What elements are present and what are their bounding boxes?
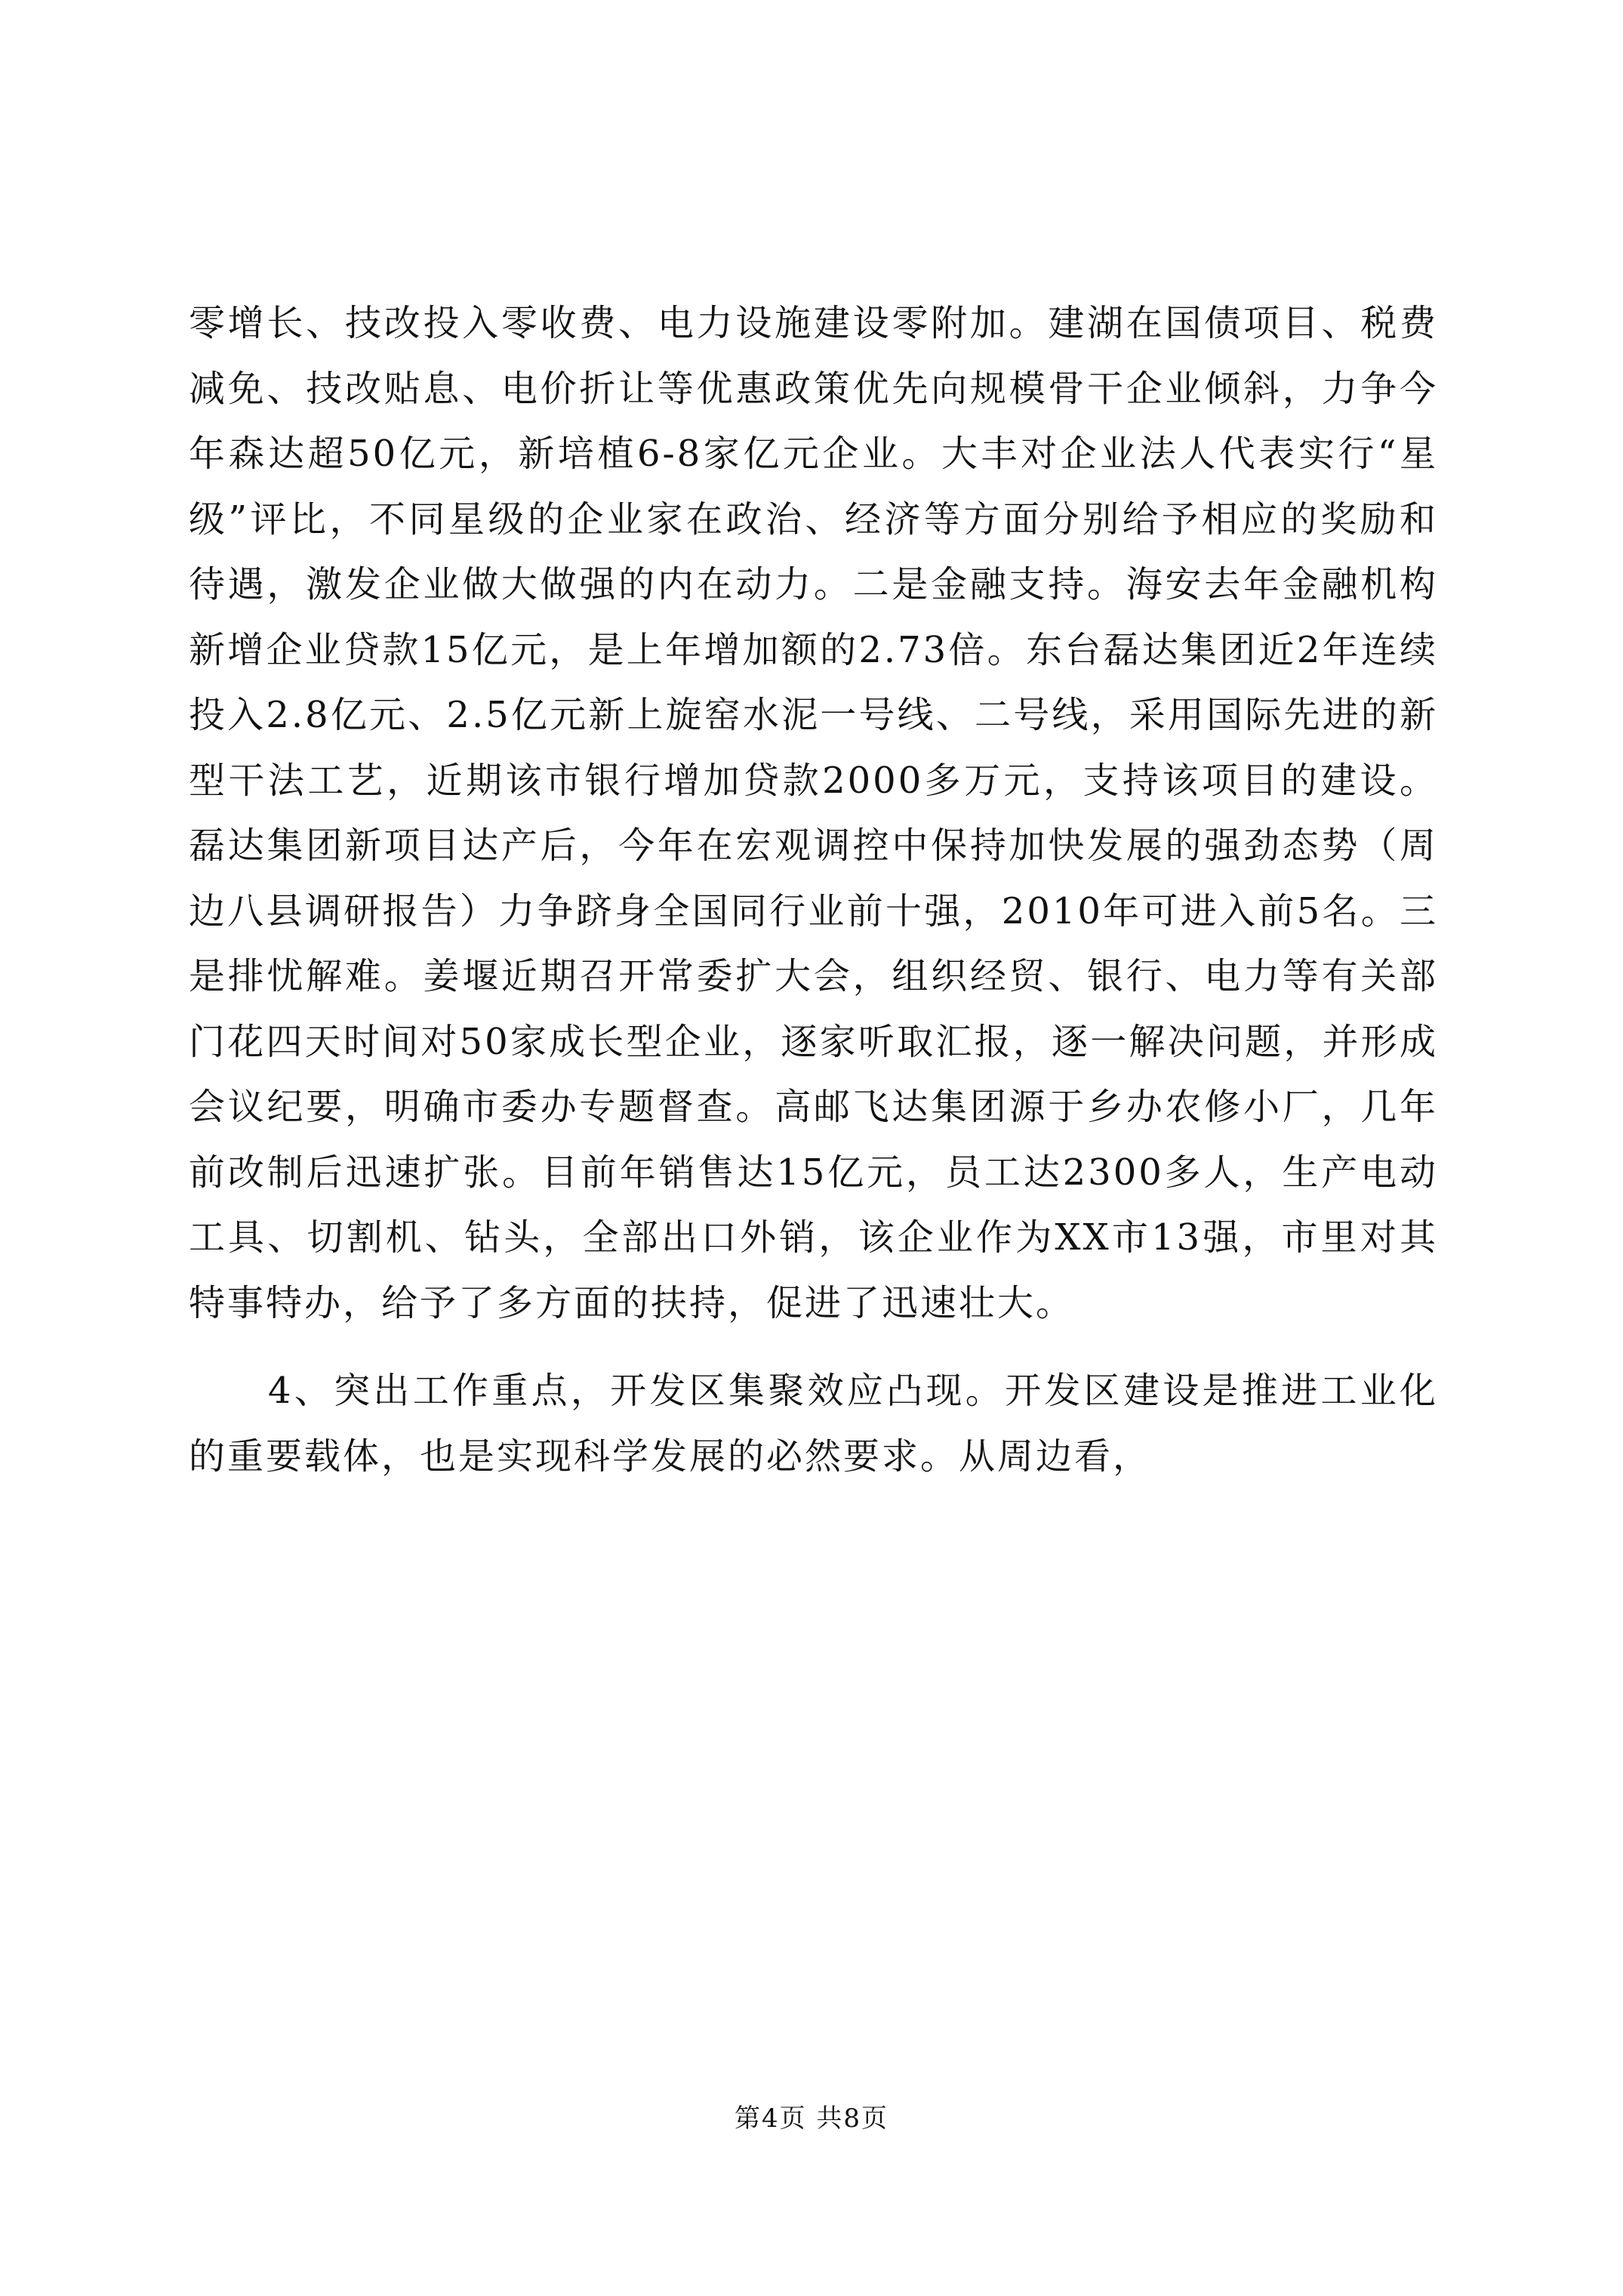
paragraph-development-zone: 4、突出工作重点，开发区集聚效应凸现。开发区建设是推进工业化的重要载体，也是实现科学发展的必然要求。从周边看， [189, 1370, 1438, 1478]
page-footer: 第4页 共8页 [734, 2103, 889, 2134]
paragraph-continued: 零增长、技改投入零收费、电力设施建设零附加。建湖在国债项目、税费减免、技改贴息、电价折让等优惠政策优先向规模骨干企业倾斜，力争今年森达超50亿元，新培植6-8家亿元企业。大丰对企业法人代表实行“星级”评比，不同星级的企业家在政治、经济等方面分别给予相应的奖励和待遇，激发企业做大做强的内在动力。二是金融支持。海安去年金融机构新增企业贷款15亿元，是上年增加额的2.73倍。东台磊达集团近2年连续投入2.8亿元、2.5亿元新上旋窑水泥一号线、二号线，采用国际先进的新型干法工艺，近期该市银行增加贷款2000多万元，支持该项目的建设。磊达集团新项目达产后，今年在宏观调控中保持加快发展的强劲态势（周边八县调研报告）力争跻身全国同行业前十强，2010年可进入前5名。三是排忧解难。姜堰近期召开常委扩大会，组织经贸、银行、电力等有关部门花四天时间对50家成长型企业，逐家听取汇报，逐一解决问题，并形成会议纪要，明确市委办专题督查。高邮飞达集团源于乡办农修小厂，几年前改制后迅速扩张。目前年销售达15亿元，员工达2300多人，生产电动工具、切割机、钻头，全部出口外销，该企业作为XX市13强，市里对其特事特办，给予了多方面的扶持，促进了迅速壮大。 [189, 302, 1438, 1324]
document-body [189, 291, 1438, 1489]
